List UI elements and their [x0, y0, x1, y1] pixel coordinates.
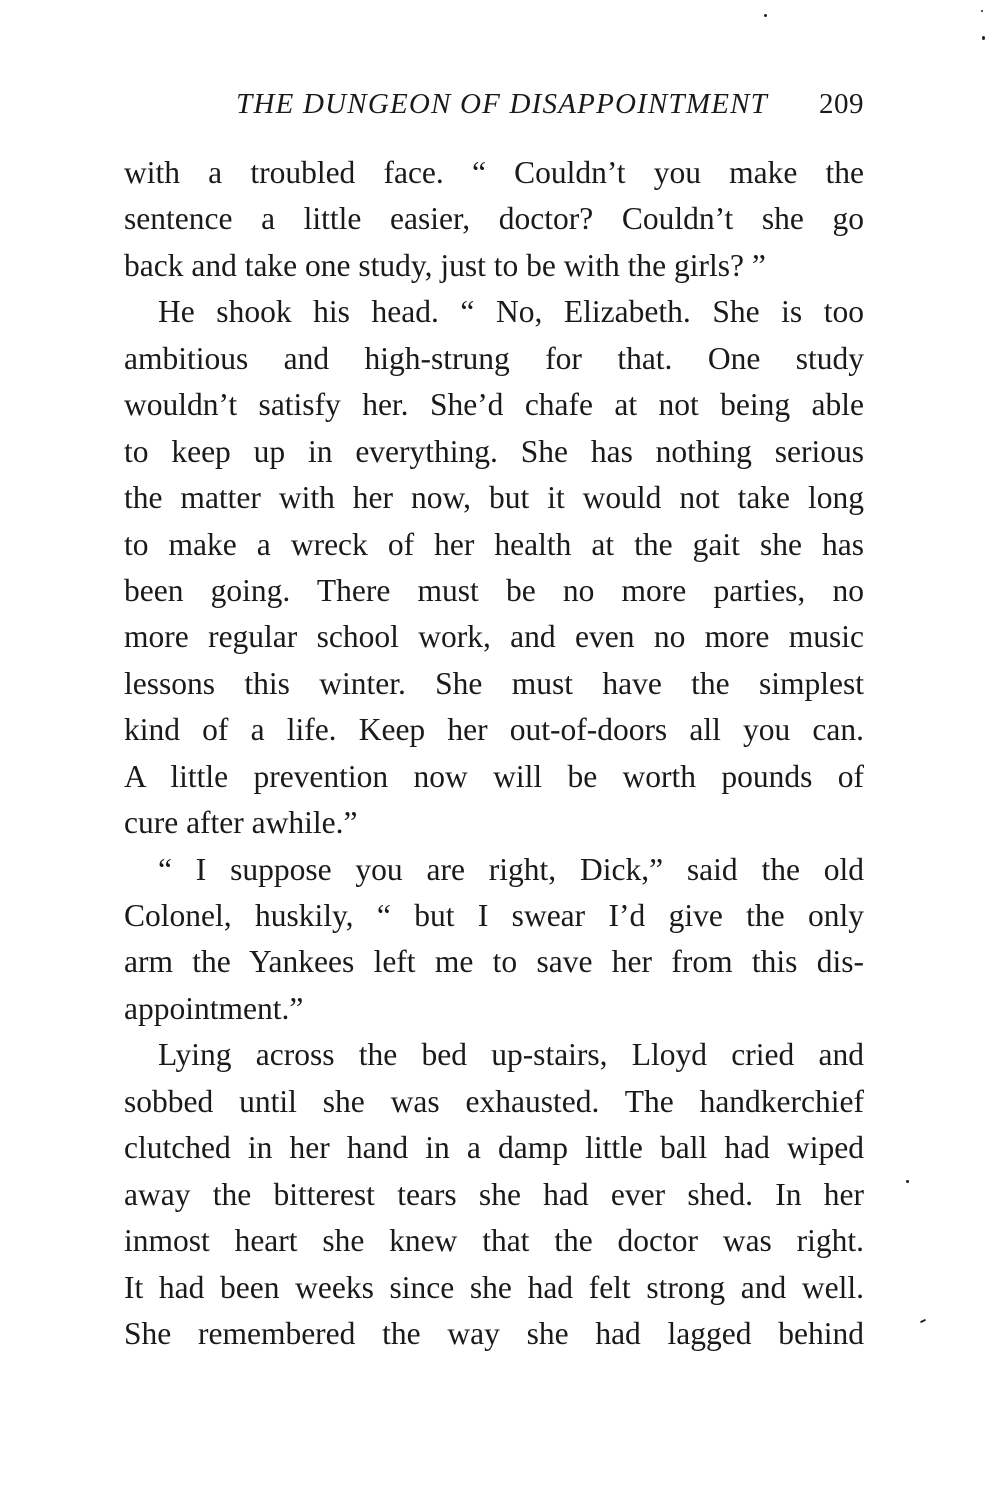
text-line: He shook his head. “ No, Elizabeth. She is too: [158, 294, 864, 330]
text-line: clutched in her hand in a damp little ball had wiped: [124, 1130, 864, 1166]
scan-speck: [982, 36, 985, 40]
scan-speck: [920, 1319, 926, 1323]
text-line: arm the Yankees left me to save her from this dis-: [124, 944, 864, 980]
body-text: [124, 150, 864, 1357]
text-line: sobbed until she was exhausted. The handkerchief: [124, 1083, 864, 1119]
text-line: the matter with her now, but it would not take long: [124, 480, 864, 516]
text-line: She remembered the way she had lagged behind: [124, 1315, 864, 1351]
text-line: appointment.”: [124, 990, 304, 1026]
text-line: It had been weeks since she had felt strong and well.: [124, 1269, 864, 1305]
text-line: “ I suppose you are right, Dick,” said the old: [158, 851, 864, 887]
page-number: 209: [819, 88, 864, 120]
text-line: inmost heart she knew that the doctor was right.: [124, 1223, 864, 1259]
running-title: THE DUNGEON OF DISAPPOINTMENT: [236, 88, 768, 120]
text-line: to make a wreck of her health at the gait she has: [124, 526, 864, 562]
text-line: back and take one study, just to be with the girls? ”: [124, 247, 766, 283]
text-line: A little prevention now will be worth pounds of: [124, 758, 864, 794]
text-line: sentence a little easier, doctor? Couldn’t she go: [124, 201, 864, 237]
scan-speck: [906, 1180, 909, 1183]
text-line: wouldn’t satisfy her. She’d chafe at not being able: [124, 387, 864, 423]
text-line: cure after awhile.”: [124, 805, 358, 841]
text-line: Colonel, huskily, “ but I swear I’d give the only: [124, 898, 864, 933]
scan-speck: [981, 10, 983, 12]
text-line: to keep up in everything. She has nothing serious: [124, 433, 864, 469]
text-line: away the bitterest tears she had ever shed. In her: [124, 1176, 864, 1212]
text-line: more regular school work, and even no more music: [124, 619, 864, 655]
scan-speck: [764, 14, 767, 17]
text-line: ambitious and high-strung for that. One study: [124, 340, 864, 376]
page-header: [124, 84, 864, 124]
text-line: with a troubled face. “ Couldn’t you make the: [124, 155, 864, 190]
text-line: been going. There must be no more parties, no: [124, 572, 864, 608]
text-line: kind of a life. Keep her out-of-doors all you can.: [124, 712, 864, 748]
text-line: Lying across the bed up-stairs, Lloyd cried and: [158, 1037, 864, 1073]
text-line: lessons this winter. She must have the simplest: [124, 665, 864, 701]
